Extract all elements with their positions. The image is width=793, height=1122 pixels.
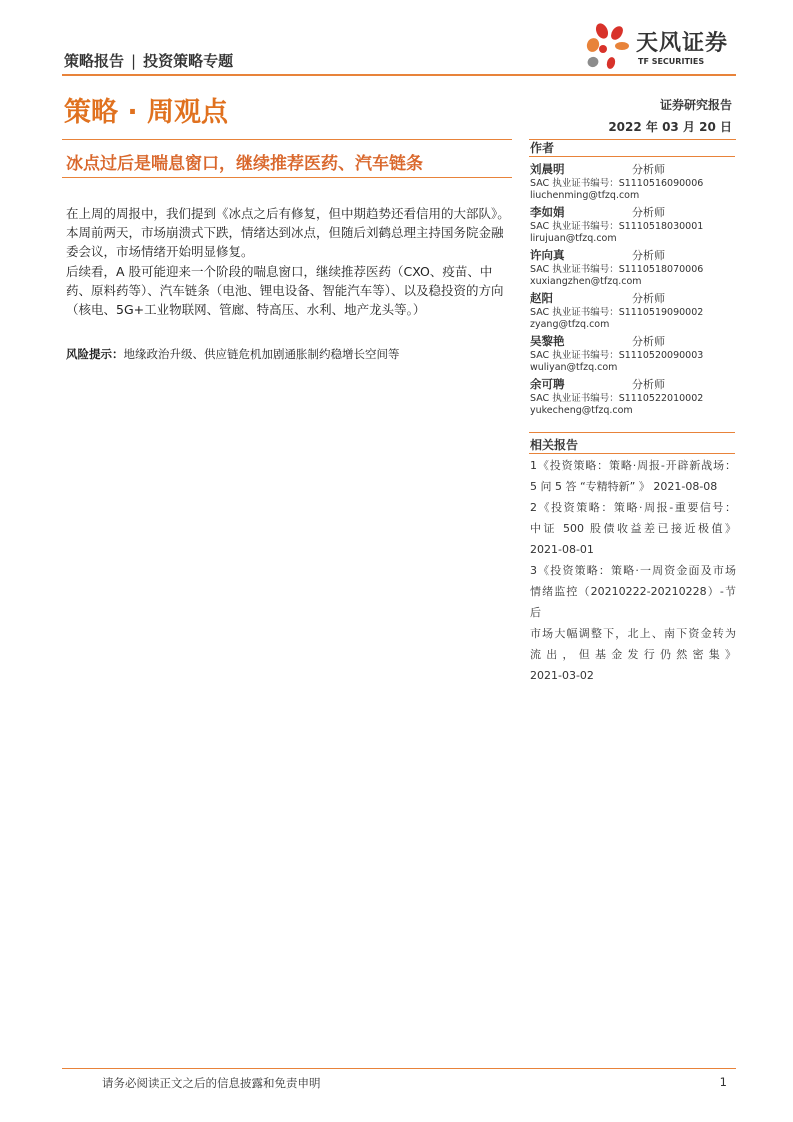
- related-report-line: 情绪监控（20210222-20210228）-节后: [530, 585, 736, 619]
- logo-chinese-text: 天风证券: [636, 31, 729, 56]
- authors-rule: [529, 156, 735, 157]
- related-report-line: 1《投资策略：策略·周报-开辟新战场：: [530, 459, 736, 472]
- related-report-list: [530, 455, 736, 686]
- author-role: 分析师: [632, 163, 665, 176]
- related-report-line: 2《投资策略：策略·周报-重要信号：: [530, 501, 736, 514]
- paragraph-text: 后续看，A 股可能迎来一个阶段的喘息窗口，继续推荐医药（CXO、疫苗、中药、原料药等）、汽车链条（电池、锂电设备、智能汽车等）、以及稳投资的方向（核电、5G+工业物联网、管廊、特高压、水利、地产龙头等。）: [66, 264, 504, 317]
- header-rule: [62, 74, 736, 76]
- author-sac: SAC 执业证书编号：S1110519090002: [530, 306, 704, 318]
- title-rule: [62, 139, 512, 140]
- author-name: 赵阳: [530, 291, 553, 305]
- author-name: 吴黎艳: [530, 334, 565, 348]
- title-rule-right: [529, 139, 736, 140]
- flower-logo-icon: [584, 18, 636, 74]
- page-title: 策略 · 周观点: [64, 97, 229, 128]
- author-name: 许向真: [530, 248, 565, 262]
- body-paragraph-2: [66, 262, 512, 319]
- author-name: 李如娟: [530, 205, 565, 219]
- author-item: [530, 163, 736, 203]
- related-report-line: 中证 500 股债收益差已接近极值》: [530, 522, 736, 535]
- related-top-rule: [529, 432, 735, 433]
- paragraph-text: 在上周的周报中，我们提到《冰点之后有修复，但中期趋势还看信用的大部队》。本周前两天，市场崩溃式下跌，情绪达到冰点，但随后刘鹤总理主持国务院金融委会议，市场情绪开始明显修复。: [66, 206, 510, 259]
- related-report-line: 3《投资策略：策略·一周资金面及市场: [530, 564, 736, 577]
- related-report-item[interactable]: [530, 560, 736, 686]
- author-email[interactable]: lirujuan@tfzq.com: [530, 233, 617, 244]
- author-email[interactable]: zyang@tfzq.com: [530, 319, 610, 330]
- footer-rule: [62, 1068, 736, 1069]
- author-sac: SAC 执业证书编号：S1110516090006: [530, 177, 704, 189]
- authors-heading: 作者: [530, 141, 555, 155]
- related-report-item[interactable]: [530, 455, 736, 497]
- subtitle-rule: [62, 177, 512, 178]
- author-item: [530, 206, 736, 246]
- related-report-line: 流出，但基金发行仍然密集》: [530, 648, 736, 661]
- author-role: 分析师: [632, 206, 665, 219]
- risk-warning: [66, 346, 400, 362]
- author-sac: SAC 执业证书编号：S1110520090003: [530, 349, 704, 361]
- author-role: 分析师: [632, 378, 665, 391]
- author-name: 余可聘: [530, 377, 565, 391]
- related-report-item[interactable]: [530, 497, 736, 560]
- author-sac: SAC 执业证书编号：S1110522010002: [530, 392, 704, 404]
- body-paragraph-1: [66, 204, 512, 261]
- author-sac: SAC 执业证书编号：S1110518070006: [530, 263, 704, 275]
- author-sac: SAC 执业证书编号：S1110518030001: [530, 220, 704, 232]
- footer-disclaimer: 请务必阅读正文之后的信息披露和免责申明: [102, 1076, 321, 1090]
- company-logo: [584, 18, 744, 74]
- author-email[interactable]: xuxiangzhen@tfzq.com: [530, 276, 642, 287]
- related-report-line: 5 问 5 答 “专精特新” 》 2021-08-08: [530, 480, 718, 493]
- author-role: 分析师: [632, 292, 665, 305]
- page-number: 1: [719, 1075, 727, 1089]
- category-label: 策略报告: [64, 52, 125, 70]
- author-item: [530, 335, 736, 375]
- author-role: 分析师: [632, 249, 665, 262]
- related-report-date: 2021-03-02: [530, 669, 594, 682]
- report-subtitle: 冰点过后是喘息窗口，继续推荐医药、汽车链条: [66, 154, 423, 174]
- author-email[interactable]: wuliyan@tfzq.com: [530, 362, 618, 373]
- report-type: 证券研究报告: [659, 98, 732, 112]
- report-date: 2022 年 03 月 20 日: [608, 120, 732, 134]
- risk-text: 地缘政治升级、供应链危机加剧通胀制约稳增长空间等: [123, 347, 400, 361]
- risk-label: 风险提示：: [66, 347, 124, 361]
- author-item: [530, 292, 736, 332]
- related-heading: 相关报告: [530, 438, 579, 452]
- breadcrumb: [64, 50, 233, 71]
- series-label: 投资策略专题: [143, 52, 234, 70]
- author-email[interactable]: yukecheng@tfzq.com: [530, 405, 633, 416]
- author-item: [530, 378, 736, 418]
- related-report-date: 2021-08-01: [530, 543, 594, 556]
- breadcrumb-separator: |: [131, 52, 137, 70]
- author-name: 刘晨明: [530, 162, 565, 176]
- related-rule: [529, 453, 735, 454]
- logo-english-text: TF SECURITIES: [638, 57, 705, 66]
- related-report-line: 市场大幅调整下，北上、南下资金转为: [530, 627, 736, 640]
- author-role: 分析师: [632, 335, 665, 348]
- author-email[interactable]: liuchenming@tfzq.com: [530, 190, 640, 201]
- author-item: [530, 249, 736, 289]
